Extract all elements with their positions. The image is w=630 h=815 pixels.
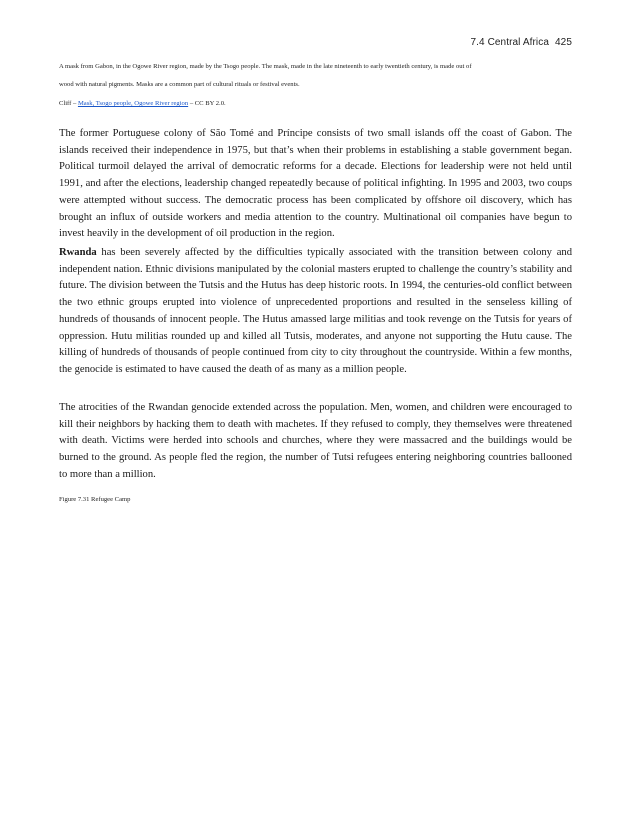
credit-link[interactable]: Mask, Tsogo people, Ogowe River region	[77, 100, 189, 107]
paragraph-rwanda	[59, 245, 572, 379]
paragraph-genocide: The atrocities of the Rwandan genocide extended across the population. Men, women, and children were encouraged to kill their neighbors by hacking them to death with machetes. If they refused to comply, they themselves were threatened with death. Victims were herded into schools and churches, where they were massacred and the buildings would be burned to the ground. As people fled the region, the number of Tutsi refugees entering neighboring countries ballooned to more than a million.	[59, 402, 572, 480]
paragraph-rwanda-text: has been severely affected by the difficulties typically associated with the transition between colony and independent nation. Ethnic divisions manipulated by the colonial masters erupted to challenge the country’s stability and future. The division between the Tutsis and the Hutus has deep historic roots. In 1994, the centuries-old conflict between the two ethnic groups erupted into violence of unprecedented proportions and resulted in the senseless killing of hundreds of thousands of innocent people. The Hutus amassed large militias and took revenge on the Tutsis for years of oppression. Hutu militias rounded up and killed all Tutsis, moderates, and anyone not supporting the Hutu cause. The killing of hundreds of thousands of people continued from city to city throughout the countryside. Within a few months, the genocide is estimated to have caused the death of as many as a million people.	[59, 247, 572, 375]
page-number: 425	[555, 37, 572, 48]
image-credit	[59, 99, 226, 109]
credit-prefix: Cliff –	[59, 100, 77, 107]
figure-label: Figure 7.31 Refugee Camp	[59, 496, 131, 503]
section-title: 7.4 Central Africa	[470, 37, 549, 48]
paragraph-sao-tome: The former Portuguese colony of São Tomé and Príncipe consists of two small islands off the coast of Gabon. The islands received their independence in 1975, but that’s when their problems in establishing a stable government began. Political turmoil delayed the arrival of democratic reforms for a decade. Elections for leadership were not held until 1991, and after the elections, leadership changed repeatedly because of political infighting. In 1995 and 2003, two coups were attempted without success. The democratic process has been complicated by offshore oil discovery, which has brought an influx of outside workers and media attention to the country. Multinational oil companies have begun to invest heavily in the development of oil production in the region.	[59, 128, 572, 240]
figure-caption: A mask from Gabon, in the Ogowe River region, made by the Tsogo people. The mask, made in the late nineteenth to early twentieth century, is made out of wood with natural pigments. Masks are a common part of cultural rituals or festival events.	[59, 63, 472, 88]
credit-suffix: – CC BY 2.0.	[189, 100, 226, 107]
running-header	[470, 37, 572, 48]
rwanda-bold-term: Rwanda	[59, 247, 97, 258]
